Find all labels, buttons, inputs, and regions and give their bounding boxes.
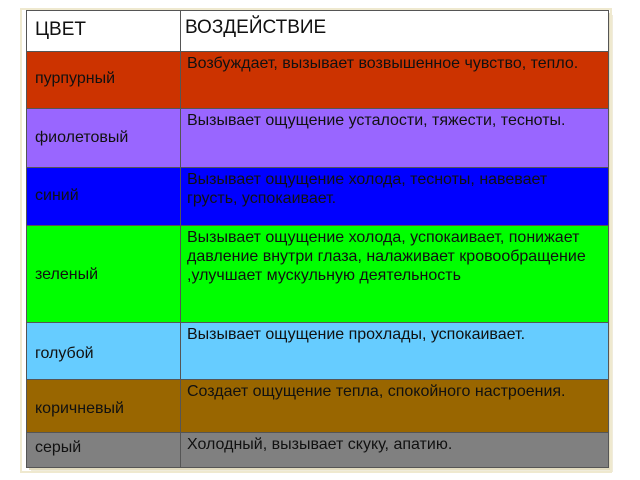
color-name: синий — [35, 187, 79, 204]
color-name-cell — [27, 323, 181, 380]
table-row-green — [27, 226, 609, 323]
slide-frame — [26, 10, 608, 467]
effect-cell — [181, 380, 609, 433]
color-name: голубой — [35, 345, 94, 362]
effect-cell — [181, 226, 609, 323]
effect-cell — [181, 109, 609, 168]
effect-cell — [181, 323, 609, 380]
table-row-violet — [27, 109, 609, 168]
color-effects-table — [26, 10, 609, 468]
effect-text: Создает ощущение тепла, спокойного настроения. — [187, 383, 566, 400]
header-color-cell — [27, 11, 181, 52]
color-name-cell — [27, 168, 181, 226]
header-effect-label: ВОЗДЕЙСТВИЕ — [185, 17, 327, 38]
color-name: коричневый — [35, 400, 124, 417]
table-row-gray — [27, 433, 609, 468]
color-name: зеленый — [35, 266, 99, 283]
header-effect-cell — [181, 11, 609, 52]
effect-text: Вызывает ощущение прохлады, успокаивает. — [187, 326, 526, 343]
color-name-cell — [27, 380, 181, 433]
table-row-blue — [27, 168, 609, 226]
color-name-cell — [27, 109, 181, 168]
effect-text: Возбуждает, вызывает возвышенное чувство, тепло. — [187, 55, 579, 72]
effect-text: Вызывает ощущение холода, тесноты, навевает грусть, успокаивает. — [187, 171, 548, 207]
color-name: серый — [35, 439, 82, 456]
color-name: фиолетовый — [35, 129, 129, 146]
table-row-purple — [27, 52, 609, 109]
color-name: пурпурный — [35, 70, 116, 87]
effect-cell — [181, 168, 609, 226]
effect-cell — [181, 433, 609, 468]
effect-text: Холодный, вызывает скуку, апатию. — [187, 436, 453, 453]
header-color-label: ЦВЕТ — [35, 19, 87, 40]
table-row-light-blue — [27, 323, 609, 380]
table-header-row — [27, 11, 609, 52]
effect-text: Вызывает ощущение холода, успокаивает, понижает давление внутри глаза, налаживает кровообращение ,улучшает мускульную деятельность — [187, 229, 586, 284]
effect-text: Вызывает ощущение усталости, тяжести, тесноты. — [187, 112, 566, 129]
color-name-cell — [27, 226, 181, 323]
color-name-cell — [27, 52, 181, 109]
table-row-brown — [27, 380, 609, 433]
effect-cell — [181, 52, 609, 109]
color-name-cell — [27, 433, 181, 468]
